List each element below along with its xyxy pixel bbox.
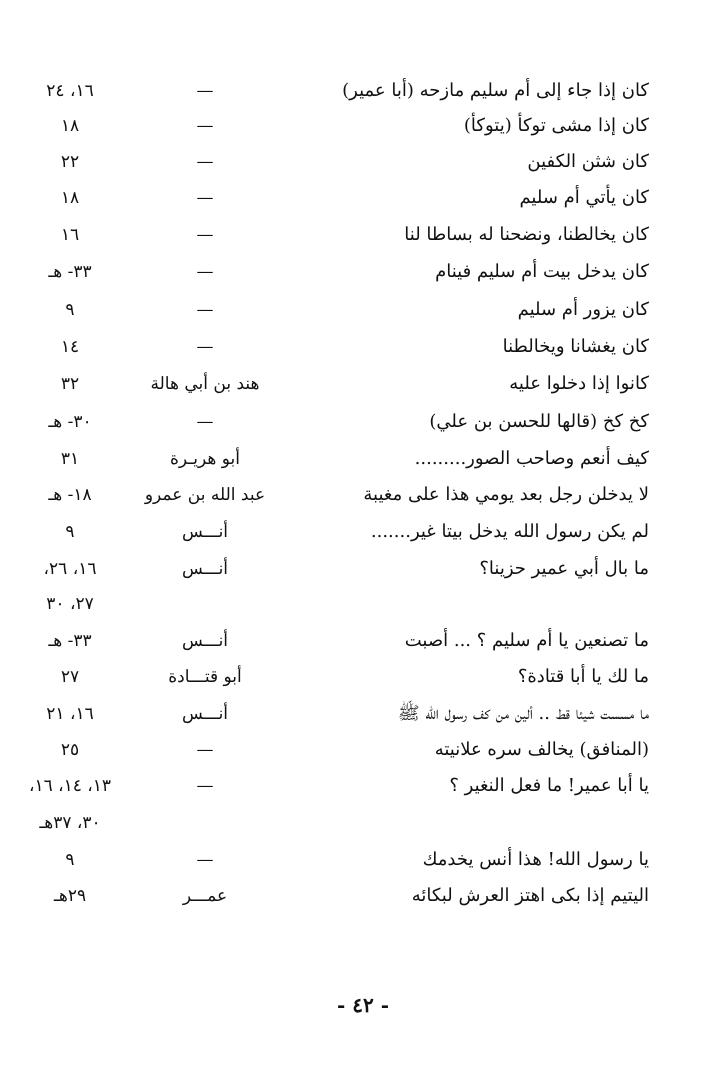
- narrator-cell: أنـــس: [181, 522, 229, 542]
- reference-cell: ٩: [65, 850, 75, 870]
- narrator-cell: عبد الله بن عمرو: [144, 485, 266, 505]
- narrator-cell: —: [196, 262, 214, 282]
- table-row: [0, 806, 726, 840]
- phrase-cell: لم يكن رسول الله يدخل بيتا غير.......: [370, 521, 649, 542]
- narrator-cell: —: [196, 740, 214, 760]
- phrase-cell: كان إذا مشى توكأ (يتوكأ): [463, 115, 649, 136]
- phrase-cell: كان إذا جاء إلى أم سليم مازحه (أبا عمير): [342, 80, 649, 101]
- phrase-cell: (المنافق) يخالف سره علانيته: [434, 739, 649, 760]
- reference-cell: ٣٣- هـ: [48, 631, 92, 651]
- narrator-cell: —: [196, 337, 214, 357]
- table-row: [0, 255, 726, 289]
- narrator-cell: —: [196, 81, 214, 101]
- page-number: - ٤٢ -: [336, 993, 389, 1017]
- phrase-cell: [229, 806, 649, 840]
- reference-cell: ١٣، ١٤، ١٦،: [28, 776, 112, 796]
- narrator-cell: —: [196, 188, 214, 208]
- phrase-cell: يا أبا عمير! ما فعل النغير ؟: [449, 775, 649, 796]
- table-row: [0, 145, 726, 179]
- table-row: [0, 442, 726, 476]
- reference-cell: ٢٩هـ: [53, 886, 87, 906]
- narrator-cell: أنـــس: [181, 631, 229, 651]
- reference-cell: ٩: [65, 522, 75, 542]
- reference-cell: ٢٥: [60, 740, 80, 760]
- reference-cell: ١٦، ٢١: [46, 704, 94, 724]
- phrase-cell: كان يأتي أم سليم: [519, 187, 649, 208]
- reference-cell: ١٦، ٢٤: [46, 81, 94, 101]
- reference-cell: ٢٧، ٣٠: [46, 594, 94, 614]
- table-row: [0, 478, 726, 512]
- table-row: [0, 733, 726, 767]
- reference-cell: ٩: [65, 300, 75, 320]
- phrase-cell: كان يزور أم سليم: [517, 299, 649, 320]
- phrase-cell: كيف أنعم وصاحب الصور.........: [414, 448, 649, 469]
- phrase-cell: ما لك يا أبا قتادة؟: [517, 666, 649, 687]
- reference-cell: ١٦، ٢٦،: [43, 559, 97, 579]
- table-row: [0, 552, 726, 586]
- narrator-cell: أبو قتـــادة: [168, 667, 242, 687]
- phrase-cell: كانوا إذا دخلوا عليه: [509, 373, 649, 394]
- table-row: [0, 74, 726, 108]
- narrator-cell: —: [196, 225, 214, 245]
- table-row: [0, 515, 726, 549]
- narrator-cell: أنـــس: [181, 704, 229, 724]
- table-row: [0, 293, 726, 327]
- phrase-cell: كخ كخ (قالها للحسن بن علي): [429, 411, 649, 432]
- table-row: [0, 218, 726, 252]
- phrase-cell: ما بال أبي عمير حزينا؟: [479, 558, 649, 579]
- phrase-cell: كان يدخل بيت أم سليم فينام: [435, 261, 649, 282]
- narrator-cell: [120, 587, 290, 621]
- table-row: [0, 843, 726, 877]
- table-row: [0, 330, 726, 364]
- phrase-cell: لا يدخلن رجل بعد يومي هذا على مغيبة: [363, 484, 649, 505]
- narrator-cell: —: [196, 776, 214, 796]
- phrase-cell: [229, 587, 649, 621]
- reference-cell: ١٨: [60, 116, 80, 136]
- phrase-cell: كان شثن الكفين: [527, 151, 649, 172]
- reference-cell: ٢٧: [60, 667, 80, 687]
- reference-cell: ٢٢: [60, 152, 80, 172]
- phrase-cell: كان يغشانا ويخالطنا: [502, 336, 649, 357]
- phrase-cell: يا رسول الله! هذا أنس يخدمك: [422, 849, 649, 870]
- narrator-cell: —: [196, 152, 214, 172]
- reference-cell: ٣١: [60, 449, 80, 469]
- reference-cell: ٣٠- هـ: [48, 412, 92, 432]
- reference-cell: ١٤: [60, 337, 80, 357]
- narrator-cell: عمـــر: [182, 886, 228, 906]
- narrator-cell: [120, 806, 290, 840]
- table-row: [0, 367, 726, 401]
- reference-cell: ١٨: [60, 188, 80, 208]
- reference-cell: ١٦: [60, 225, 80, 245]
- table-row: [0, 405, 726, 439]
- table-row: [0, 624, 726, 658]
- narrator-cell: —: [196, 850, 214, 870]
- reference-cell: ١٨- هـ: [48, 485, 92, 505]
- reference-cell: ٣٠، ٣٧هـ: [39, 813, 101, 833]
- phrase-cell: ما تصنعين يا أم سليم ؟ ... أصبت: [404, 630, 649, 651]
- narrator-cell: أبو هريـرة: [170, 449, 240, 469]
- table-row: [0, 181, 726, 215]
- table-row: [0, 697, 726, 731]
- table-row: [0, 769, 726, 803]
- phrase-cell: ما مسست شيئا قط .. ألين من كف رسول الله ﷺ: [397, 703, 649, 724]
- table-row: [0, 587, 726, 621]
- narrator-cell: —: [196, 116, 214, 136]
- narrator-cell: أنـــس: [181, 559, 229, 579]
- table-row: [0, 109, 726, 143]
- narrator-cell: —: [196, 412, 214, 432]
- table-row: [0, 879, 726, 913]
- narrator-cell: —: [196, 300, 214, 320]
- narrator-cell: هند بن أبي هالة: [150, 374, 260, 394]
- table-row: [0, 660, 726, 694]
- reference-cell: ٣٣- هـ: [48, 262, 92, 282]
- phrase-cell: كان يخالطنا، ونضحنا له بساطا لنا: [404, 224, 649, 245]
- reference-cell: ٣٢: [60, 374, 80, 394]
- phrase-cell: اليتيم إذا بكى اهتز العرش لبكائه: [411, 885, 649, 906]
